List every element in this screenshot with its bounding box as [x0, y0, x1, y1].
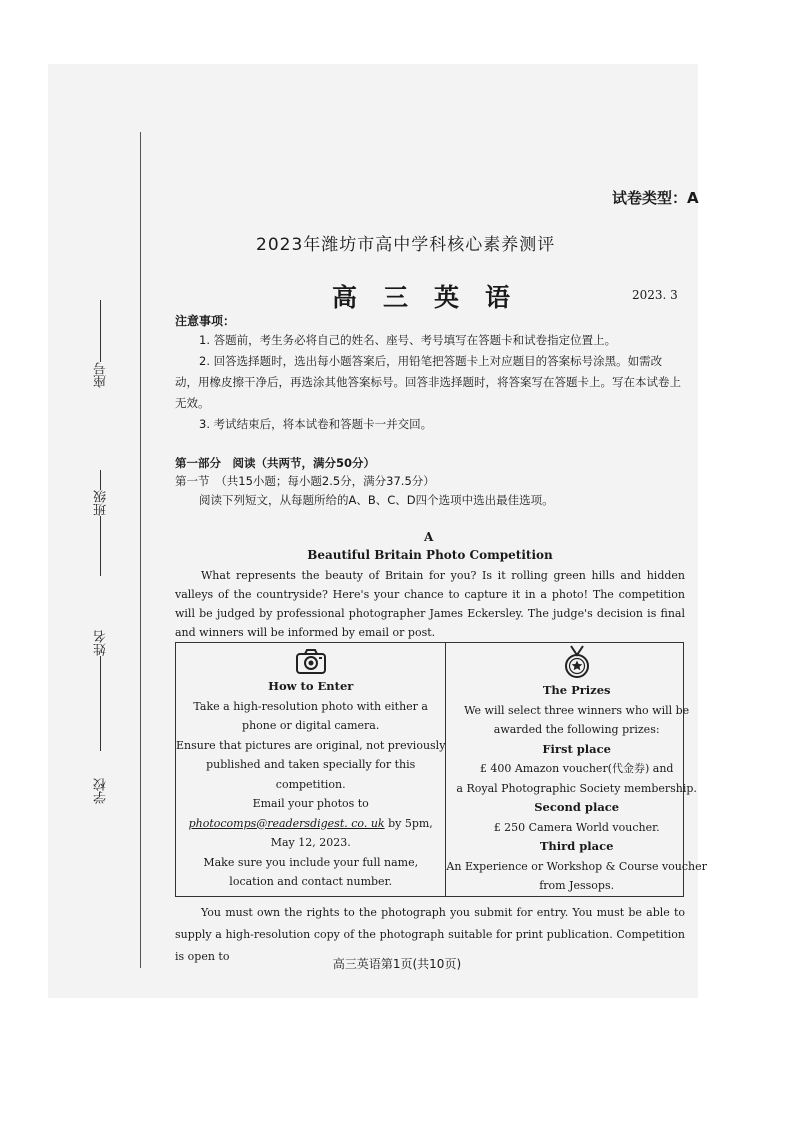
seat-field: [92, 300, 111, 388]
enter-line: phone or digital camera.: [242, 719, 380, 732]
first-place-line: £ 400 Amazon voucher(代金券) and: [479, 762, 674, 775]
binding-line: [140, 132, 141, 968]
enter-line: May 12, 2023.: [270, 836, 351, 849]
notes-heading: 注意事项：: [175, 314, 236, 328]
paper-type: 试卷类型：A: [612, 189, 699, 207]
prizes-column: [446, 643, 706, 896]
how-to-enter-column: [176, 643, 446, 896]
competition-info-box: [175, 642, 707, 897]
enter-deadline-time: by 5pm,: [388, 816, 433, 830]
enter-line: Make sure you include your full name,: [203, 855, 419, 869]
class-underline: [100, 516, 101, 576]
passage-intro-text: What represents the beauty of Britain for you? Is it rolling green hills and hidden valleys of the countryside? Here's your chance to capture it in a photo! The competition will be judged by professional photographer James Eckersley. The judge's decision is final and winners will be informed by email or post.: [175, 569, 685, 639]
passage-intro: [175, 566, 685, 642]
enter-line: location and contact number.: [229, 875, 393, 888]
enter-line: competition.: [275, 777, 346, 791]
name-underline: [100, 656, 101, 751]
class-field: [92, 470, 111, 576]
exam-date: 2023. 3: [632, 288, 678, 302]
exam-title: 2023年潍坊市高中学科核心素养测评: [256, 235, 556, 255]
class-underline-top: [100, 470, 101, 490]
third-place-line: from Jessops.: [539, 879, 615, 892]
part-one-heading: 第一部分 阅读（共两节，满分50分）: [175, 456, 376, 470]
medal-icon: [562, 645, 592, 679]
first-place-label: First place: [542, 741, 611, 756]
school-label: 学校: [94, 778, 109, 804]
name-field: [92, 630, 111, 751]
school-field: [92, 778, 111, 804]
enter-line: published and taken specially for this: [206, 758, 416, 771]
how-to-enter-heading: How to Enter: [268, 679, 354, 693]
third-place-line: An Experience or Workshop & Course voucher: [446, 859, 707, 873]
third-place-label: Third place: [539, 839, 614, 853]
note-item: 1. 答题前，考生务必将自己的姓名、座号、考号填写在答题卡和试卷指定位置上。: [199, 333, 617, 347]
enter-line: Take a high-resolution photo with either a: [193, 699, 428, 713]
passage-letter: A: [424, 530, 434, 544]
seat-label: 座号: [94, 362, 109, 388]
name-label: 姓名: [94, 630, 109, 656]
prizes-heading: The Prizes: [542, 683, 611, 697]
reading-instruction: 阅读下列短文，从每题所给的A、B、C、D四个选项中选出最佳选项。: [199, 493, 554, 507]
passage-title: Beautiful Britain Photo Competition: [307, 548, 553, 562]
prizes-intro-line: awarded the following prizes:: [493, 723, 660, 736]
entry-email: photocomps@readersdigest. co. uk: [188, 816, 385, 830]
class-label: 班级: [94, 490, 109, 516]
page-footer: 高三英语第1页(共10页): [332, 957, 462, 971]
section-one-heading: 第一节 （共15小题；每小题2.5分，满分37.5分）: [175, 474, 435, 488]
enter-line: Ensure that pictures are original, not previously: [176, 738, 446, 752]
passage-continuation-text: You must own the rights to the photograph you submit for entry. You must be able to supply a high-resolution copy of the photograph suitable for print publication. Competition is open to: [175, 906, 685, 963]
enter-email-line: [176, 814, 445, 834]
first-place-line: a Royal Photographic Society membership.: [456, 781, 697, 795]
subject-title: 高三英语: [332, 283, 537, 312]
enter-line: Email your photos to: [252, 797, 369, 810]
second-place-line: £ 250 Camera World voucher.: [493, 820, 660, 834]
camera-icon: [295, 647, 327, 675]
second-place-label: Second place: [534, 800, 620, 814]
prizes-intro-line: We will select three winners who will be: [464, 703, 690, 717]
note-item: 3. 考试结束后，将本试卷和答题卡一并交回。: [199, 417, 433, 431]
notes-list: [175, 330, 685, 435]
seat-underline: [100, 300, 101, 362]
note-item: 2. 回答选择题时，选出每小题答案后，用铅笔把答题卡上对应题目的答案标号涂黑。如需改动，用橡皮擦干净后，再选涂其他答案标号。回答非选择题时，将答案写在答题卡上。写在本试卷上无效。: [175, 354, 681, 410]
